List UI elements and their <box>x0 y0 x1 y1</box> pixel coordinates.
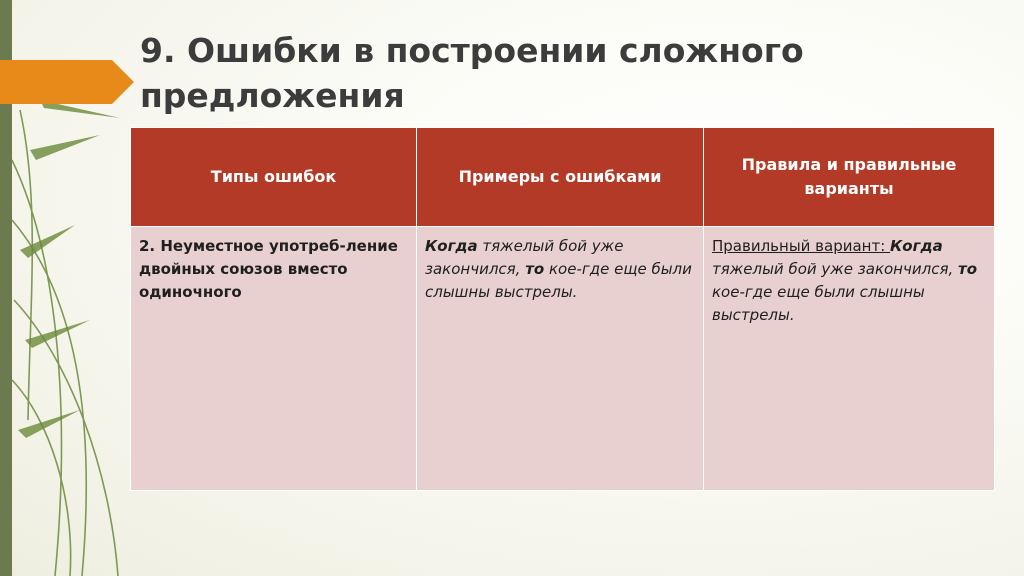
example-text-2: кое-где еще были слышны выстрелы. <box>425 260 692 301</box>
slide-title: 9. Ошибки в построении сложного предложения <box>140 31 804 115</box>
correct-word-kogda: Когда <box>890 237 943 255</box>
correct-word-to: то <box>958 260 977 278</box>
example-text-1: тяжелый бой уже закончился, <box>425 237 624 278</box>
example-word-to: то <box>525 260 545 278</box>
orange-accent-arrow <box>0 60 134 104</box>
correct-text-1: тяжелый бой уже закончился, <box>712 260 958 278</box>
correct-text-2: кое-где еще были слышны выстрелы. <box>712 283 925 324</box>
header-rules: Правила и правильные варианты <box>704 128 995 227</box>
example-word-kogda: Когда <box>425 237 478 255</box>
errors-table <box>130 127 995 491</box>
table-header-row <box>131 128 995 227</box>
header-error-types: Типы ошибок <box>131 128 417 227</box>
cell-error-type: 2. Неуместное употреб-ление двойных союзов вместо одиночного <box>131 227 417 491</box>
header-examples: Примеры с ошибками <box>417 128 704 227</box>
correct-prefix: Правильный вариант: <box>712 237 891 255</box>
table-row <box>131 227 995 491</box>
cell-example <box>417 227 704 491</box>
cell-correct <box>704 227 995 491</box>
